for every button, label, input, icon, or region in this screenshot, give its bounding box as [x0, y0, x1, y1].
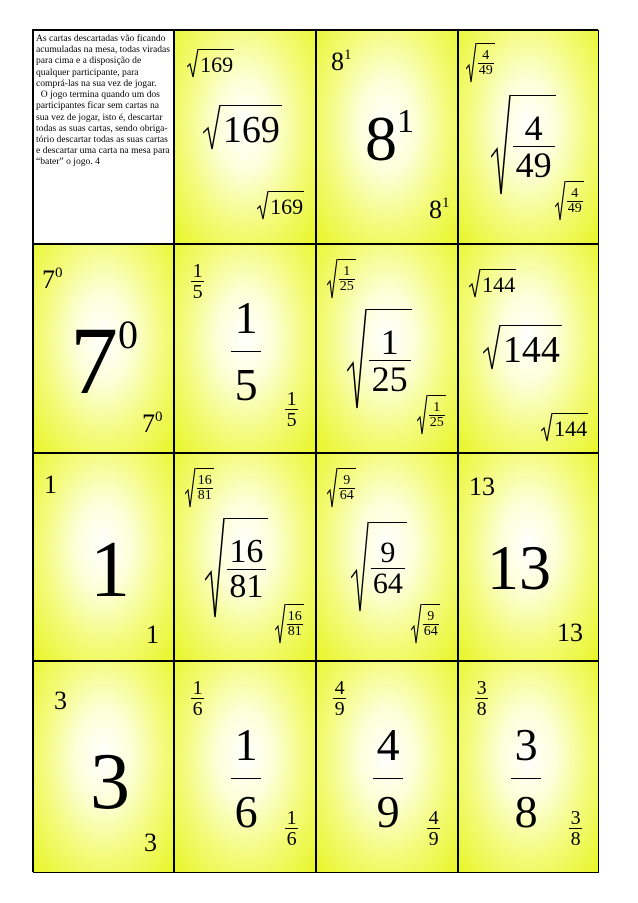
card-eight-pow-one[interactable]: [316, 30, 458, 244]
rules-paragraph-1: As cartas descartadas vão ficando acumuladas na mesa, todas viradas para cima e a disposição de qualquer participante, para comprá-las na sua vez de jogar.: [36, 33, 170, 89]
corner-bottom-sqrt-4-49: $\frac{4}{49}$: [555, 181, 584, 225]
corner-bottom-sqrt-169: 169: [257, 191, 304, 225]
center-sqrt-144: 144: [483, 325, 562, 378]
corner-top-three-eighths: $\frac{3}{8}$: [476, 677, 487, 720]
corner-top-sqrt-144: 144: [469, 269, 516, 303]
corner-top-eight-pow-one: $8^1$: [331, 47, 352, 76]
center-four-ninths: $\frac{4}{9}$: [373, 722, 403, 835]
card-three-eighths[interactable]: [458, 661, 599, 873]
card-sqrt-9-64[interactable]: [316, 453, 458, 661]
center-sqrt-9-64: $\frac{9}{64}$: [351, 522, 407, 618]
card-sqrt-144[interactable]: [458, 244, 599, 453]
corner-bottom-sqrt-144: 144: [541, 413, 588, 447]
corner-top-four-ninths: $\frac{4}{9}$: [334, 677, 345, 720]
center-one: 1: [90, 526, 130, 614]
corner-bottom-seven-pow-zero: $7^0$: [142, 409, 163, 438]
card-one[interactable]: [33, 453, 174, 661]
card-sqrt-169[interactable]: [174, 30, 316, 244]
card-one-sixth[interactable]: [174, 661, 316, 873]
corner-bottom-one-sixth: $\frac{1}{6}$: [286, 807, 297, 850]
center-three-eighths: $\frac{3}{8}$: [511, 722, 541, 835]
corner-bottom-sqrt-9-64: $\frac{9}{64}$: [411, 604, 440, 648]
corner-bottom-three: 3: [144, 828, 157, 857]
center-seven-pow-zero: $7^0$: [70, 307, 138, 414]
card-sheet: [32, 29, 598, 872]
corner-bottom-four-ninths: $\frac{4}{9}$: [428, 807, 439, 850]
corner-bottom-sqrt-1-25: $\frac{1}{25}$: [417, 395, 446, 439]
corner-top-sqrt-16-81: $\frac{16}{81}$: [185, 468, 214, 512]
corner-top-seven-pow-zero: $7^0$: [42, 265, 63, 294]
card-sqrt-1-25[interactable]: [316, 244, 458, 453]
card-rules: [33, 30, 174, 244]
card-sqrt-16-81[interactable]: [174, 453, 316, 661]
corner-top-sqrt-169: 169: [187, 49, 234, 83]
corner-top-sqrt-4-49: $\frac{4}{49}$: [466, 43, 495, 87]
center-sqrt-16-81: $\frac{16}{81}$: [205, 518, 268, 625]
card-sqrt-4-49[interactable]: [458, 30, 599, 244]
corner-bottom-one-fifth: $\frac{1}{5}$: [286, 388, 297, 431]
page-number: 4: [95, 156, 100, 168]
corner-bottom-one: 1: [146, 620, 159, 649]
rules-paragraph-2: O jogo termina quando um dos participantes ficar sem cartas na sua vez de jogar, isto é, descartar todas as suas cartas, sendo obriga-tório descartar todas as suas cartas e descartar uma carta na mesa para “bater” o jogo.: [36, 89, 170, 168]
corner-top-one-sixth: $\frac{1}{6}$: [192, 677, 203, 720]
center-sqrt-4-49: $\frac{4}{49}$: [491, 95, 556, 201]
center-sqrt-169: 169: [203, 105, 282, 158]
card-seven-pow-zero[interactable]: [33, 244, 174, 453]
card-four-ninths[interactable]: [316, 661, 458, 873]
corner-top-three: 3: [54, 686, 67, 715]
corner-top-sqrt-9-64: $\frac{9}{64}$: [327, 468, 356, 512]
card-one-fifth[interactable]: [174, 244, 316, 453]
corner-bottom-three-eighths: $\frac{3}{8}$: [570, 807, 581, 850]
center-three: 3: [90, 738, 130, 826]
card-three[interactable]: [33, 661, 174, 873]
card-thirteen[interactable]: [458, 453, 599, 661]
corner-top-sqrt-1-25: $\frac{1}{25}$: [327, 259, 356, 303]
corner-top-one: 1: [44, 470, 57, 499]
corner-bottom-sqrt-16-81: $\frac{16}{81}$: [275, 604, 304, 648]
corner-bottom-eight-pow-one: $8^1$: [429, 195, 450, 224]
corner-top-one-fifth: $\frac{1}{5}$: [192, 260, 203, 303]
center-eight-pow-one: $8^1$: [365, 103, 414, 174]
center-thirteen: 13: [487, 532, 551, 603]
center-one-sixth: $\frac{1}{6}$: [231, 722, 261, 835]
center-sqrt-1-25: $\frac{1}{25}$: [347, 309, 412, 415]
center-one-fifth: $\frac{1}{5}$: [231, 295, 261, 408]
corner-top-thirteen: 13: [469, 472, 495, 501]
rules-text-block: [36, 33, 171, 168]
corner-bottom-thirteen: 13: [557, 618, 583, 647]
